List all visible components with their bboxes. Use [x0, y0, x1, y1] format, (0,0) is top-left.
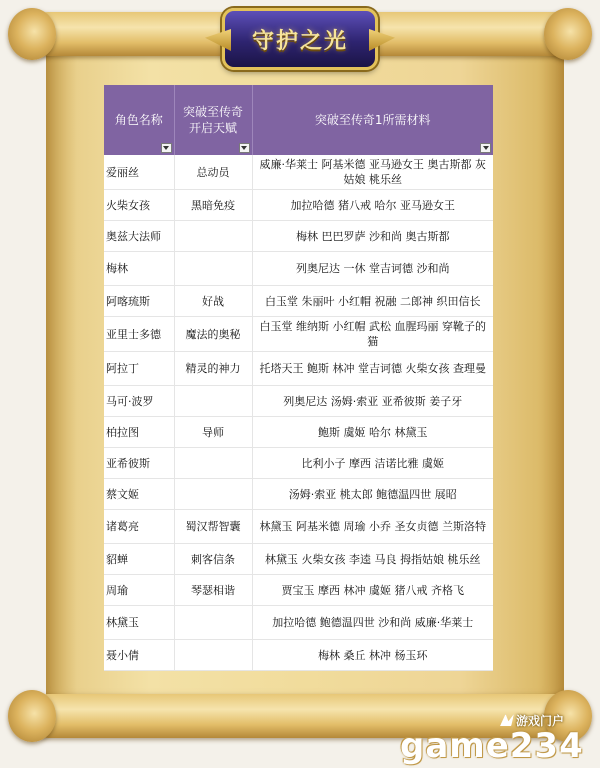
materials-cell: 比利小子 摩西 洁诺比雅 虞姬	[252, 448, 493, 479]
scroll-roll-end	[544, 8, 592, 60]
materials-cell: 贾宝玉 摩西 林冲 虞姬 猪八戒 齐格飞	[252, 575, 493, 606]
talent-cell: 蜀汉帮智囊	[174, 510, 252, 544]
table-row	[104, 352, 493, 386]
header-role-name	[104, 85, 174, 155]
materials-cell: 威廉·华莱士 阿基米德 亚马逊女王 奥古斯都 灰姑娘 桃乐丝	[252, 155, 493, 190]
talent-cell: 刺客信条	[174, 544, 252, 575]
talent-cell: 精灵的神力	[174, 352, 252, 386]
scroll-roll-end	[8, 8, 56, 60]
table-row	[104, 510, 493, 544]
table-row	[104, 606, 493, 640]
table-row	[104, 386, 493, 417]
talent-cell	[174, 640, 252, 671]
role-name-cell: 马可·波罗	[104, 386, 174, 417]
talent-cell	[174, 221, 252, 252]
header-label: 突破至传奇 开启天赋	[182, 105, 243, 135]
table-row	[104, 317, 493, 352]
role-name-cell: 聂小倩	[104, 640, 174, 671]
materials-cell: 林黛玉 阿基米德 周瑜 小乔 圣女贞德 兰斯洛特	[252, 510, 493, 544]
role-name-cell: 周瑜	[104, 575, 174, 606]
talent-cell	[174, 252, 252, 286]
materials-cell: 托塔天王 鲍斯 林冲 堂吉诃德 火柴女孩 查理曼	[252, 352, 493, 386]
header-materials	[252, 85, 493, 155]
talent-cell	[174, 386, 252, 417]
filter-dropdown-icon[interactable]	[239, 143, 250, 153]
watermark-small-text: 游戏门户	[516, 714, 565, 728]
talent-cell: 黑暗免疫	[174, 190, 252, 221]
filter-dropdown-icon[interactable]	[161, 143, 172, 153]
talent-cell: 琴瑟相谐	[174, 575, 252, 606]
header-label: 角色名称	[114, 113, 163, 127]
talent-cell: 总动员	[174, 155, 252, 190]
table-row	[104, 640, 493, 671]
materials-cell: 梅林 桑丘 林冲 杨玉环	[252, 640, 493, 671]
materials-cell: 鲍斯 虞姬 哈尔 林黛玉	[252, 417, 493, 448]
talent-cell	[174, 479, 252, 510]
role-name-cell: 亚希彼斯	[104, 448, 174, 479]
role-name-cell: 蔡文姬	[104, 479, 174, 510]
role-name-cell: 火柴女孩	[104, 190, 174, 221]
role-name-cell: 阿喀琉斯	[104, 286, 174, 317]
role-name-cell: 林黛玉	[104, 606, 174, 640]
talent-cell: 导师	[174, 417, 252, 448]
role-name-cell: 诸葛亮	[104, 510, 174, 544]
table-row	[104, 544, 493, 575]
site-watermark	[400, 712, 596, 766]
materials-cell: 梅林 巴巴罗萨 沙和尚 奥古斯都	[252, 221, 493, 252]
table-header-row	[104, 85, 493, 155]
talent-cell	[174, 606, 252, 640]
table-row	[104, 479, 493, 510]
materials-cell: 白玉堂 维纳斯 小红帽 武松 血腥玛丽 穿靴子的猫	[252, 317, 493, 352]
role-name-cell: 梅林	[104, 252, 174, 286]
talent-cell: 好战	[174, 286, 252, 317]
table-row	[104, 417, 493, 448]
role-name-cell: 亚里士多德	[104, 317, 174, 352]
talent-cell: 魔法的奥秘	[174, 317, 252, 352]
role-name-cell: 貂蝉	[104, 544, 174, 575]
filter-dropdown-icon[interactable]	[480, 143, 491, 153]
role-name-cell: 奥兹大法师	[104, 221, 174, 252]
table-row	[104, 448, 493, 479]
table-row	[104, 190, 493, 221]
table-row	[104, 221, 493, 252]
scroll-roll-end	[8, 690, 56, 742]
table-row	[104, 155, 493, 190]
wing-icon	[500, 714, 514, 726]
role-name-cell: 爱丽丝	[104, 155, 174, 190]
header-talent	[174, 85, 252, 155]
role-name-cell: 柏拉图	[104, 417, 174, 448]
header-label: 突破至传奇1所需材料	[314, 113, 431, 127]
role-name-cell: 阿拉丁	[104, 352, 174, 386]
materials-cell: 汤姆·索亚 桃太郎 鲍德温四世 展昭	[252, 479, 493, 510]
logo-text: 守护之光	[251, 28, 348, 54]
table-row	[104, 252, 493, 286]
table-row	[104, 286, 493, 317]
materials-cell: 白玉堂 朱丽叶 小红帽 祝融 二郎神 织田信长	[252, 286, 493, 317]
materials-cell: 列奥尼达 一休 堂吉诃德 沙和尚	[252, 252, 493, 286]
materials-cell: 列奥尼达 汤姆·索亚 亚希彼斯 姜子牙	[252, 386, 493, 417]
watermark-logo-text: game234	[400, 726, 584, 766]
materials-cell: 加拉哈德 鲍德温四世 沙和尚 威廉·华莱士	[252, 606, 493, 640]
breakthrough-table	[104, 85, 493, 671]
game-logo	[222, 8, 378, 70]
table-body	[104, 155, 493, 671]
talent-cell	[174, 448, 252, 479]
materials-cell: 林黛玉 火柴女孩 李逵 马良 拇指姑娘 桃乐丝	[252, 544, 493, 575]
table-row	[104, 575, 493, 606]
materials-cell: 加拉哈德 猪八戒 哈尔 亚马逊女王	[252, 190, 493, 221]
